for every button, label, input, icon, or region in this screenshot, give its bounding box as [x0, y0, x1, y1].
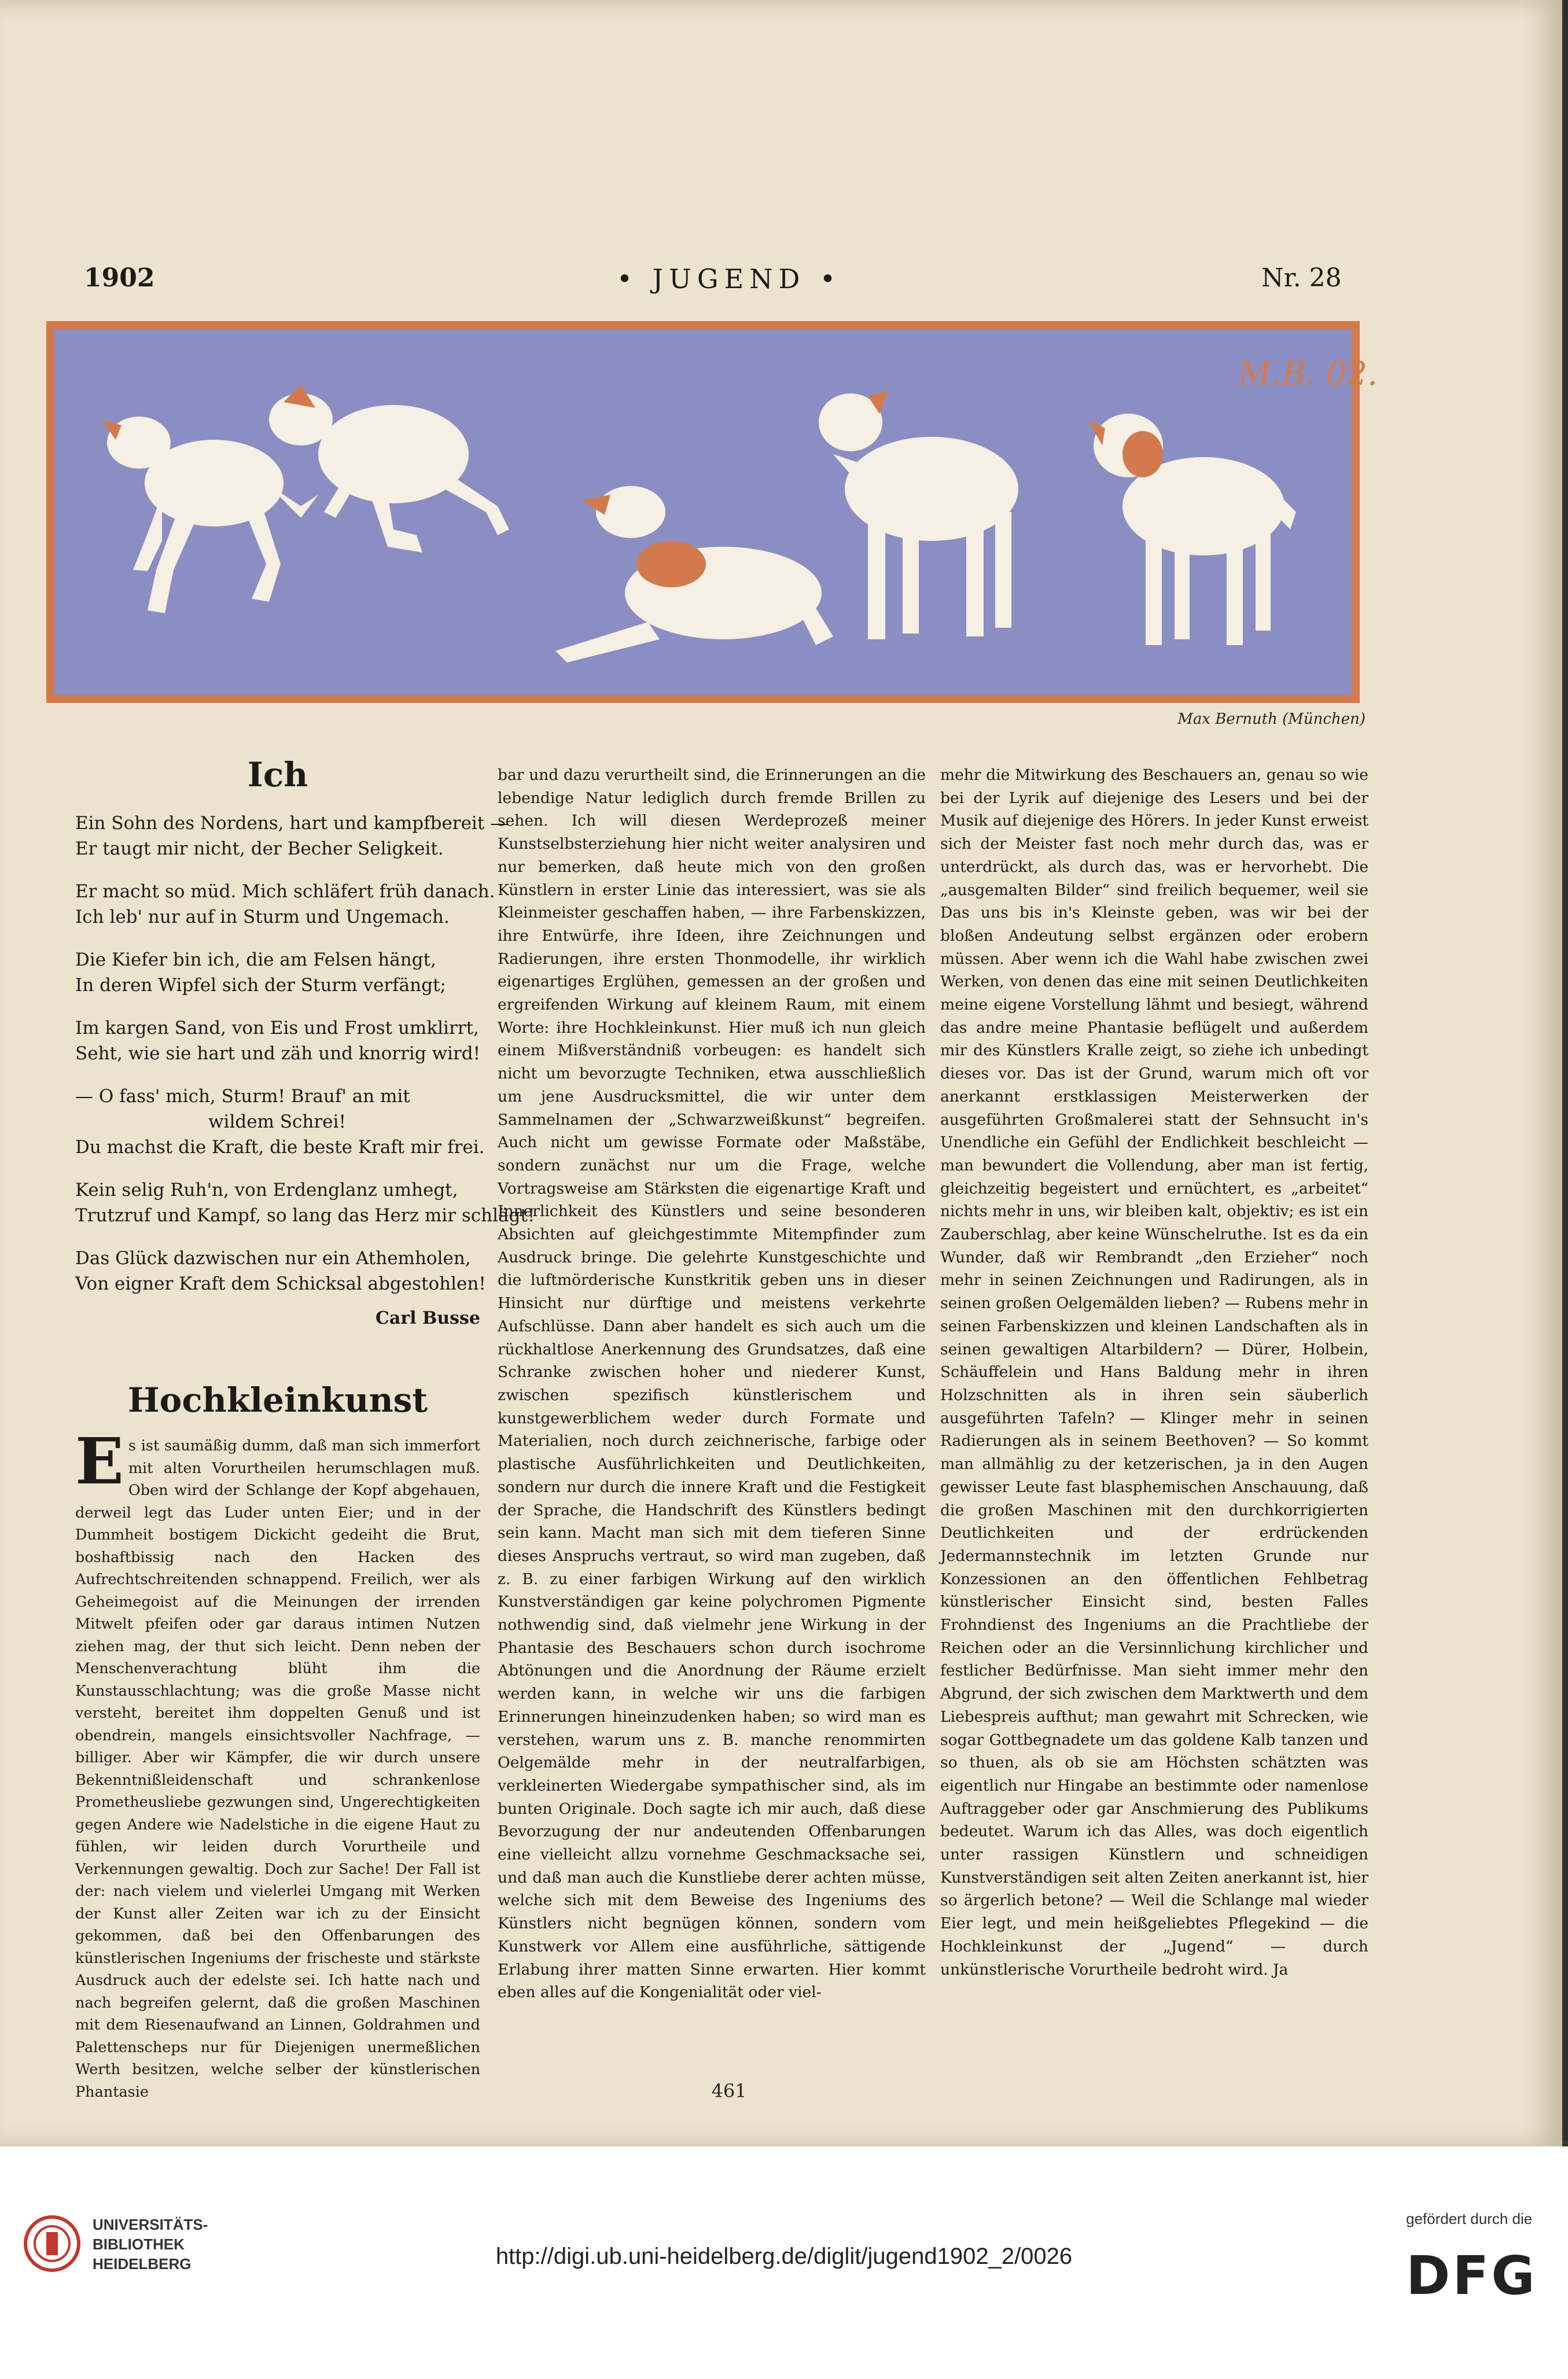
running-header: [0, 263, 1568, 304]
essay-column-3: mehr die Mitwirkung des Beschauers an, genau so wie bei der Lyrik auf diejenige des Lesers und bei der Musik auf diejenige des Hörers. In jeder Kunst erweist sich der Meister fast noch mehr durch das, was er unterdrückt, als durch das, was er hervorhebt. Die „ausgemalten Bilder“ sind freilich bequemer, weil sie Das uns bis in's Kleinste geben, was wir bei der bloßen Andeutung selbst ergänzen oder erobern müssen. Aber wenn ich die Wahl habe zwischen zwei Werken, von denen das eine mit seinen Deutlichkeiten meine eigene Vorstellung lähmt und besiegt, während das andre meine Phantasie beflügelt und außerdem mir des Künstlers Kralle zeigt, so ziehe ich unbedingt dieses vor. Das ist der Grund, warum mich oft vor anerkannt erstklassigen Meisterwerken der ausgeführten Großmalerei statt der Sehnsucht in's Unendliche ein Gefühl der Endlichkeit beschleicht — man bewundert die Vollendung, aber man ist fertig, gleichzeitig begeistert und ernüchtert, es „arbeitet“ nichts mehr in uns, wir bleiben kalt, objektiv; es ist ein Zauberschlag, aber keine Wünschelruthe. Ist es da ein Wunder, daß wir Rembrandt „den Erzieher“ noch mehr in seinen Zeichnungen und Radirungen, als in seinen großen Oelgemälden lieben? — Rubens mehr in seinen Farbenskizzen und kleinen Landschaften als in seinen gewaltigen Altarbildern? — Dürer, Holbein, Schäuffelein und Hans Baldung mehr in ihren Holzschnitten als in ihren sein säuberlich ausgeführten Tafeln? — Klinger mehr in seinen Radierungen als in seinem Beethoven? — So kommt man allmählig zu der ketzerischen, ja in den Augen gewisser Leute fast blasphemischen Anschauung, daß die großen Maschinen mit den durchkorrigierten Deutlichkeiten und der erdrückenden Jedermannstechnik im letzten Grunde nur Konzessionen an den öffentlichen Fehlbetrag künstlerischer Einsicht sind, besten Falles Frohndienst des Ingeniums an die Prachtliebe der Reichen oder an die Versinnlichung kirchlicher und festlicher Bedürfnisse. Man sieht immer mehr den Abgrund, der sich zwischen dem Marktwerth und dem Liebespreis aufthut; man gewahrt mit Schrecken, wie sogar Gottbegnadete um das goldene Kalb tanzen und so thuen, als ob sie am Höchsten schätzten was eigentlich nur Hingabe an bestimmte oder namenlose Auftraggeber oder gar Anschmierung des Publikums bedeutet. Warum ich das Alles, was doch eigentlich unter rassigen Künstlern und schneidigen Kunstverständigen seit alten Zeiten anerkannt ist, hier so ärgerlich betone? — Weil die Schlange mal wieder Eier legt, und mein heißgeliebtes Pflegekind — die Hochkleinkunst der „Jugend“ — durch unkünstlerische Vorurtheile bedroht wird. Ja: [940, 766, 1368, 1979]
poem-stanza: [75, 1015, 480, 1066]
poem-stanza: [75, 1246, 486, 1297]
poem-line: Trutzruf und Kampf, so lang das Herz mir schlägt!: [75, 1205, 535, 1226]
essay-title: Hochkleinkunst: [127, 1380, 428, 1420]
poem-line: Von eigner Kraft dem Schicksal abgestohlen!: [75, 1273, 486, 1294]
essay-column-1: [75, 1424, 480, 2103]
poem-line: Seht, wie sie hart und zäh und knorrig wird!: [75, 1043, 481, 1064]
sponsor-text: gefördert durch die: [1406, 2210, 1533, 2227]
poem-line: Ich leb' nur auf in Sturm und Ungemach.: [75, 907, 450, 927]
poem-line: Im kargen Sand, von Eis und Frost umklirrt,: [75, 1018, 479, 1038]
essay-column-2: bar und dazu verurtheilt sind, die Erinnerungen an die lebendige Natur lediglich durch fremde Brillen zu sehen. Ich will diesen Werdeprozeß meiner Kunstselbsterziehung hier nicht weiter analysiren und nur bemerken, daß heute mich von den großen Künstlern in erster Linie das interessiert, was sie als Kleinmeister geschaffen haben, — ihre Farbenskizzen, ihre Entwürfe, ihre Ideen, ihre Zeichnungen und Radierungen, ihre ersten Thonmodelle, ihr wirklich eigenartiges Erglühen, gemessen an der großen und ergreifenden Wirkung auf kleinem Raum, mit einem Worte: ihre Hochkleinkunst. Hier muß ich nun gleich einem Mißverständniß vorbeugen: es handelt sich nicht um bevorzugte Techniken, etwa ausschließlich um jene Ausdrucksmittel, die wir unter dem Sammelnamen der „Schwarzweißkunst“ begreifen. Auch nicht um gewisse Formate oder Maßstäbe, sondern zunächst nur um die Frage, welche Vortragsweise am Stärksten die eigenartige Kraft und Innerlichkeit des Künstlers und seine besonderen Absichten auf gleichgestimmte Mitempfinder zum Ausdruck bringe. Die gelehrte Kunstgeschichte und die luftmörderische Kunstkritik geben uns in dieser Hinsicht nur dürftige und meistens verkehrte Aufschlüsse. Dann aber handelt es sich auch um die rückhaltlose Anerkennung des Grundsatzes, daß eine Schranke zwischen hoher und niederer Kunst, zwischen spezifisch künstlerischem und kunstgewerblichem weder durch Formate und Materialien, noch durch zeichnerische, farbige oder plastische Ausführlichkeiten und Deutlichkeiten, sondern nur durch die innere Kraft und die Festigkeit der Sprache, die Handschrift des Künstlers bedingt sein kann. Macht man sich mit dem tieferen Sinne dieses Anspruchs vertraut, so wird man zugeben, daß z. B. zu einer farbigen Wirkung auf den wirklich Kunstverständigen gar keine polychromen Pigmente nothwendig sind, daß vielmehr jene Wirkung in der Phantasie des Beschauers schon durch isochrome Abtönungen und die Anordnung der Räume erzielt werden kann, in welche wir uns die farbigen Erinnerungen hineinzudenken haben; so wird man es verstehen, warum uns z. B. manche renommirten Oelgemälde mehr in der neutralfarbigen, verkleinerten Wiedergabe sympathischer sind, als im bunten Originale. Doch sagte ich mir auch, daß diese Bevorzugung der nur andeutenden Offenbarungen eine vielleicht allzu vornehme Geschmacksache sei, und daß man auch die Kunstliebe derer achten müsse, welche sich mit dem Beweise des Ingeniums des Künstlers nicht begnügen können, sondern vom Kunstwerk vor Allem eine ausführliche, sättigende Erlabung ihrer matten Sinne erwarten. Hier kommt eben alles auf die Kongenialität oder viel-: [498, 766, 926, 2002]
poem-stanza: [75, 1084, 485, 1160]
essay-dropcap: E: [75, 1424, 124, 1498]
column-3: [940, 764, 1368, 1981]
poem-line: — O fass' mich, Sturm! Brauf' an mit: [75, 1086, 410, 1107]
lambs-illustration-svg: [46, 321, 1378, 703]
header-title: • JUGEND •: [616, 263, 842, 294]
column-2: [498, 764, 926, 2004]
permalink-url[interactable]: http://digi.ub.uni-heidelberg.de/diglit/jugend1902_2/0026: [495, 2244, 1073, 2269]
poem-line: Das Glück dazwischen nur ein Athemholen,: [75, 1248, 471, 1269]
illustration-credit: Max Bernuth (München): [1177, 710, 1365, 728]
lambs-illustration: [46, 321, 1378, 703]
poem-stanzas: [75, 811, 535, 1297]
header-year: 1902: [84, 263, 155, 293]
poem-stanza: [75, 947, 480, 998]
poem-line: wildem Schrei!: [208, 1111, 346, 1132]
viewer-footer: [0, 2146, 1568, 2379]
poem-line: Die Kiefer bin ich, die am Felsen hängt,: [75, 949, 436, 970]
page-number: 461: [711, 2080, 747, 2102]
poem-line: Er taugt mir nicht, der Becher Seligkeit.: [75, 838, 444, 859]
poem-title: Ich: [247, 755, 308, 794]
poem-line: Ein Sohn des Nordens, hart und kampfbereit —: [75, 813, 509, 834]
poem-line: In deren Wipfel sich der Sturm verfängt;: [75, 975, 446, 996]
column-1: [75, 755, 535, 2103]
essay-text-col1: s ist saumäßig dumm, daß man sich immerfort mit alten Vorurtheilen herumschlagen muß. Oben wird der Schlange der Kopf abgehauen, derweil legt das Luder unten Eier; und in der Dummheit bostigem Dickicht gedeiht die Brut, boshaftbissig nach den Hacken des Aufrechtschreitenden schnappend. Freilich, wer als Geheimegoist auf die Meinungen der irrenden Mitwelt pfeifen oder gar daraus intimen Nutzen ziehen mag, der thut sich leicht. Denn neben der Menschenverachtung blüht ihm die Kunstausschlachtung; was die große Masse nicht versteht, bereitet ihm doppelten Genuß und ist obendrein, mangels einsichtsvoller Nachfrage, — billiger. Aber wir Kämpfer, die wir durch unsere Bekenntnißleidenschaft und schrankenlose Prometheusliebe gezwungen sind, Ungerechtigkeiten gegen Andere wie Nadelstiche in die eigene Haut zu fühlen, wir leiden durch Vorurtheile und Verkennungen gewaltig. Doch zur Sache! Der Fall ist der: nach vielem und vielerlei Umgang mit Werken der Kunst aller Zeiten war ich zu der Einsicht gekommen, daß bei den Offenbarungen des künstlerischen Ingeniums der frischeste und stärkste Ausdruck auch der edelste sei. Ich hatte nach und nach begreifen gelernt, daß die großen Maschinen mit dem Riesenaufwand an Linnen, Goldrahmen und Palettenscheps nur für Diejenigen unermeßlichen Werth besitzen, welche selber der künstlerischen Phantasie: [75, 1437, 480, 2101]
illustration-monogram: M.B. 02.: [1238, 355, 1378, 393]
dfg-logo: DFG: [1406, 2245, 1537, 2307]
poem-stanza: [75, 1177, 535, 1228]
institution-line-2: BIBLIOTHEK: [93, 2236, 185, 2253]
header-issue: Nr. 28: [1261, 263, 1342, 293]
poem-line: Kein selig Ruh'n, von Erdenglanz umhegt,: [75, 1180, 458, 1200]
poem-author: Carl Busse: [376, 1308, 480, 1328]
poem-line: Du machst die Kraft, die beste Kraft mir frei.: [75, 1137, 485, 1158]
institution-line-1: UNIVERSITÄTS-: [93, 2216, 208, 2233]
institution-line-3: HEIDELBERG: [93, 2255, 192, 2273]
poem-line: Er macht so müd. Mich schläfert früh danach.: [75, 881, 495, 902]
poem-stanza: [75, 879, 495, 930]
poem-stanza: [75, 811, 509, 861]
